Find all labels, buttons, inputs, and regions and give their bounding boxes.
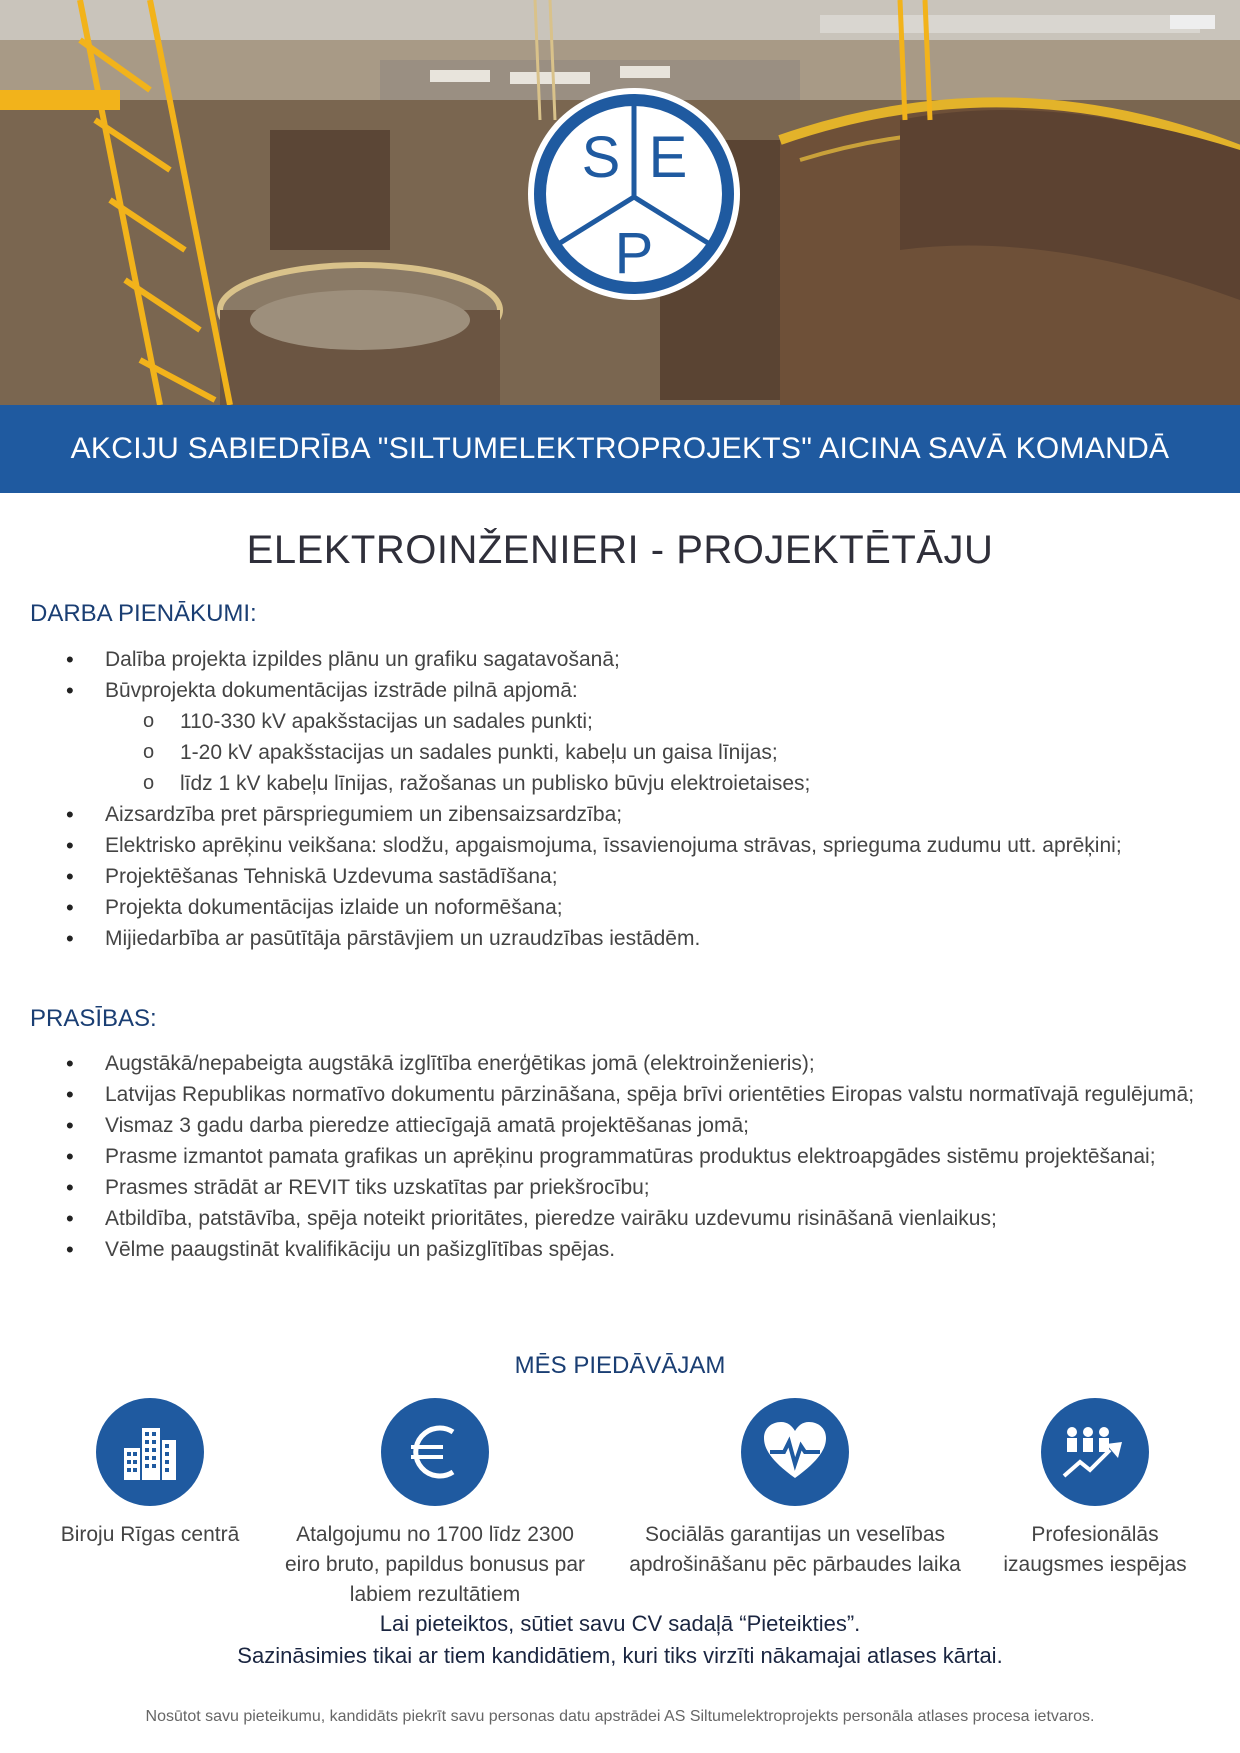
requirements-list xyxy=(0,1048,1220,1265)
euro-icon xyxy=(381,1398,489,1506)
list-item: • Atbildība, patstāvība, spēja noteikt prioritātes, pieredze vairāku uzdevumu risināšanā vienlaikus; xyxy=(0,1203,1220,1234)
privacy-footer: Nosūtot savu pieteikumu, kandidāts piekrīt savu personas datu apstrādei AS Siltumelektroprojekts personāla atlases procesa ietvaros. xyxy=(145,1708,1095,1725)
requirements-heading: PRASĪBAS: xyxy=(30,1005,157,1032)
sub-list-item: o 1-20 kV apakšstacijas un sadales punkti, kabeļu un gaisa līnijas; xyxy=(0,737,1220,768)
list-item: • Mijiedarbība ar pasūtītāja pārstāvjiem un uzraudzības iestādēm. xyxy=(0,923,1220,954)
list-item: • Prasmes strādāt ar REVIT tiks uzskatītas par priekšrocību; xyxy=(0,1172,1220,1203)
sub-list-item: o 110-330 kV apakšstacijas un sadales punkti; xyxy=(0,706,1220,737)
job-title: ELEKTROINŽENIERI - PROJEKTĒTĀJU xyxy=(246,528,994,572)
banner-text: AKCIJU SABIEDRĪBA "SILTUMELEKTROPROJEKTS" AICINA SAVĀ KOMANDĀ xyxy=(70,432,1170,465)
benefit-label: Atalgojumu no 1700 līdz 2300 eiro bruto, papildus bonusus par labiem rezultātiem xyxy=(284,1523,586,1606)
list-item: • Prasme izmantot pamata grafikas un aprēķinu programmatūras produktus elektroapgādes sistēmu projektēšanai; xyxy=(0,1141,1220,1172)
list-item: • Augstākā/nepabeigta augstākā izglītība enerģētikas jomā (elektroinženieris); xyxy=(0,1048,1220,1079)
offer-heading: MĒS PIEDĀVĀJAM xyxy=(514,1352,726,1379)
list-item: • Aizsardzība pret pārspriegumiem un zibensaizsardzība; xyxy=(0,799,1220,830)
benefit-growth xyxy=(990,1398,1200,1580)
list-item: • Elektrisko aprēķinu veikšana: slodžu, apgaismojuma, īssavienojuma strāvas, sprieguma zudumu utt. aprēķini; xyxy=(0,830,1220,861)
duties-heading: DARBA PIENĀKUMI: xyxy=(30,600,257,627)
duties-list xyxy=(0,644,1220,954)
benefit-salary xyxy=(280,1398,590,1610)
apply-line-1: Lai pieteiktos, sūtiet savu CV sadaļā “Pieteikties”. xyxy=(379,1611,861,1636)
office-buildings-icon xyxy=(96,1398,204,1506)
list-item: • Projekta dokumentācijas izlaide un noformēšana; xyxy=(0,892,1220,923)
list-item: • Vēlme paaugstināt kvalifikāciju un pašizglītības spējas. xyxy=(0,1234,1220,1265)
company-banner xyxy=(0,405,1240,493)
benefit-label: Biroju Rīgas centrā xyxy=(60,1523,240,1546)
svg-text:E: E xyxy=(648,125,688,190)
list-item: • Latvijas Republikas normatīvo dokumentu pārzināšana, spēja brīvi orientēties Eiropas valstu normatīvajā regulējumā; xyxy=(0,1079,1220,1110)
apply-line-2: Sazināsimies tikai ar tiem kandidātiem, kuri tiks virzīti nākamajai atlases kārtai. xyxy=(237,1643,1003,1668)
benefit-insurance xyxy=(600,1398,990,1580)
svg-text:P: P xyxy=(614,221,654,286)
sep-logo xyxy=(525,85,743,303)
list-item: • Projektēšanas Tehniskā Uzdevuma sastādīšana; xyxy=(0,861,1220,892)
heart-pulse-icon xyxy=(741,1398,849,1506)
benefit-label: Sociālās garantijas un veselības apdrošināšanu pēc pārbaudes laika xyxy=(629,1523,961,1576)
list-item: • Būvprojekta dokumentācijas izstrāde pilnā apjomā: xyxy=(0,675,1220,706)
sub-list-item: o līdz 1 kV kabeļu līnijas, ražošanas un publisko būvju elektroietaises; xyxy=(0,768,1220,799)
apply-instructions xyxy=(0,1608,1240,1672)
list-item: • Dalība projekta izpildes plānu un grafiku sagatavošanā; xyxy=(0,644,1220,675)
benefit-office xyxy=(40,1398,260,1550)
growth-team-icon xyxy=(1041,1398,1149,1506)
benefit-label: Profesionālās izaugsmes iespējas xyxy=(1003,1523,1187,1576)
svg-text:S: S xyxy=(581,125,621,190)
list-item: • Vismaz 3 gadu darba pieredze attiecīgajā amatā projektēšanas jomā; xyxy=(0,1110,1220,1141)
